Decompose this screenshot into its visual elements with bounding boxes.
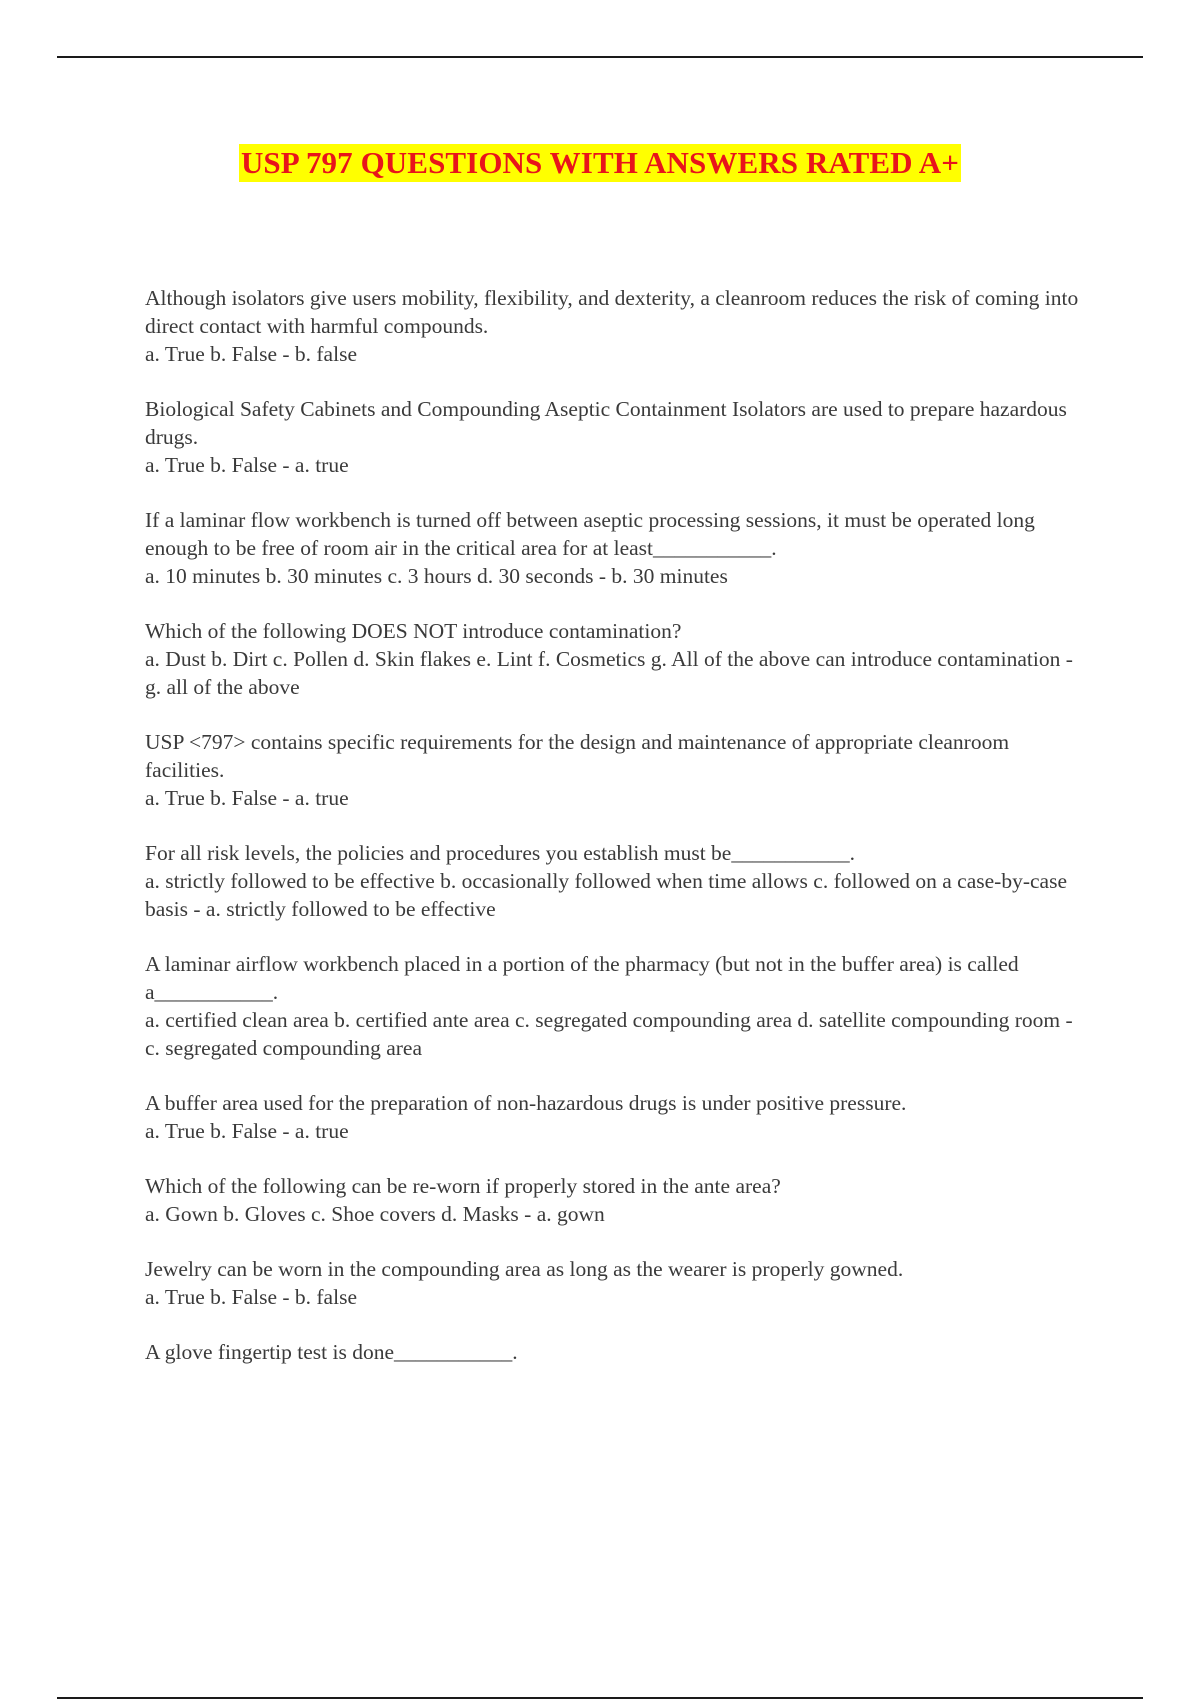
answer-text: a. True b. False - a. true [145,1119,349,1143]
qa-item [145,1338,1085,1366]
answer-text: a. 10 minutes b. 30 minutes c. 3 hours d. 30 seconds - b. 30 minutes [145,564,728,588]
answer-text: a. certified clean area b. certified ante area c. segregated compounding area d. satellite compounding room - c. segregated compounding area [145,1008,1073,1060]
question-text: Jewelry can be worn in the compounding area as long as the wearer is properly gowned. [145,1257,904,1281]
bottom-divider [57,1697,1143,1699]
question-text: USP <797> contains specific requirements for the design and maintenance of appropriate cleanroom facilities. [145,730,1010,782]
answer-text: a. True b. False - b. false [145,342,357,366]
question-text: A laminar airflow workbench placed in a portion of the pharmacy (but not in the buffer area) is called a___________. [145,952,1019,1004]
answer-text: a. True b. False - a. true [145,786,349,810]
qa-item [145,1255,1085,1311]
answer-text: a. Dust b. Dirt c. Pollen d. Skin flakes e. Lint f. Cosmetics g. All of the above can introduce contamination - g. all of the above [145,647,1073,699]
question-text: Which of the following DOES NOT introduce contamination? [145,619,682,643]
qa-item [145,284,1085,368]
qa-item [145,950,1085,1062]
answer-text: a. True b. False - b. false [145,1285,357,1309]
question-text: If a laminar flow workbench is turned off between aseptic processing sessions, it must be operated long enough to be free of room air in the critical area for at least___________. [145,508,1035,560]
qa-item [145,506,1085,590]
answer-text: a. True b. False - a. true [145,453,349,477]
question-text: Biological Safety Cabinets and Compounding Aseptic Containment Isolators are used to prepare hazardous drugs. [145,397,1067,449]
qa-item [145,1089,1085,1145]
qa-item [145,1172,1085,1228]
qa-list [145,284,1085,1393]
qa-item [145,395,1085,479]
question-text: A glove fingertip test is done___________. [145,1340,518,1364]
answer-text: a. strictly followed to be effective b. occasionally followed when time allows c. followed on a case-by-case basis - a. strictly followed to be effective [145,869,1067,921]
top-divider [57,56,1143,58]
qa-item [145,617,1085,701]
question-text: A buffer area used for the preparation of non-hazardous drugs is under positive pressure. [145,1091,907,1115]
question-text: Although isolators give users mobility, flexibility, and dexterity, a cleanroom reduces the risk of coming into direct contact with harmful compounds. [145,286,1079,338]
answer-text: a. Gown b. Gloves c. Shoe covers d. Masks - a. gown [145,1202,605,1226]
document-title: USP 797 QUESTIONS WITH ANSWERS RATED A+ [240,145,960,180]
question-text: For all risk levels, the policies and procedures you establish must be___________. [145,841,855,865]
question-text: Which of the following can be re-worn if properly stored in the ante area? [145,1174,781,1198]
title-container [0,144,1200,182]
qa-item [145,839,1085,923]
qa-item [145,728,1085,812]
